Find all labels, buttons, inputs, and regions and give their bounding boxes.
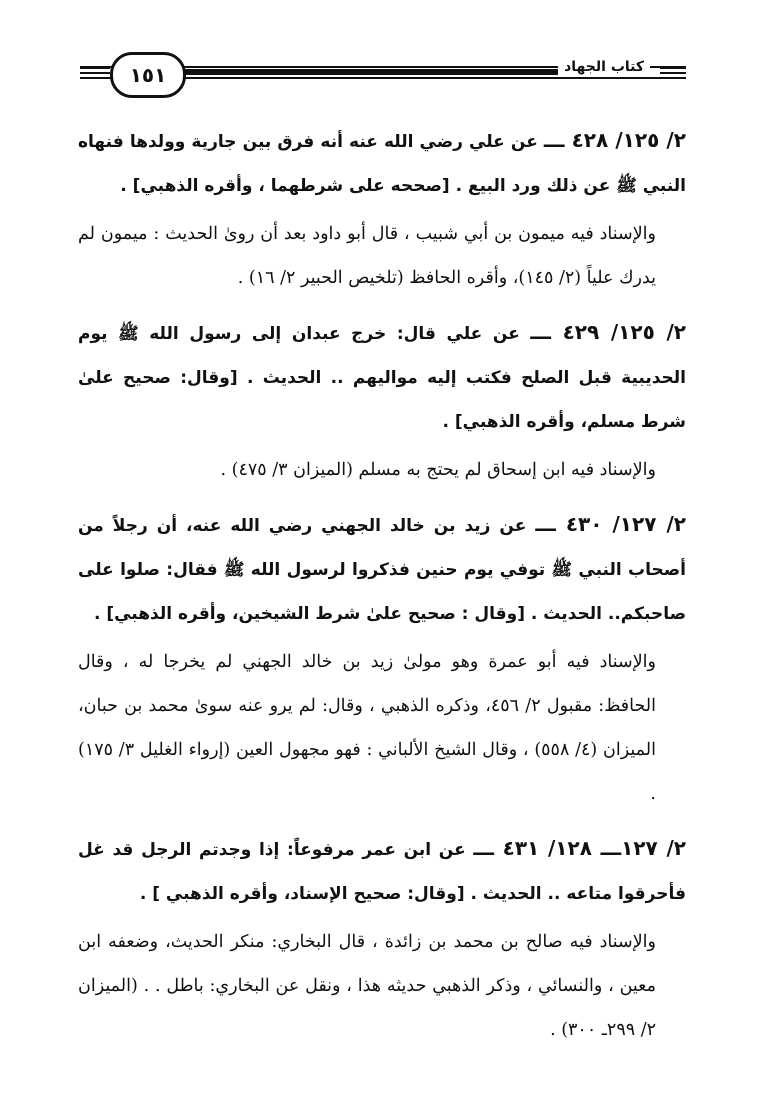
hadith-entry-429 <box>78 310 686 492</box>
hadith-reference: ٢/ ١٢٥/ ٤٢٩ ـــ <box>530 320 686 344</box>
page-body <box>78 118 686 1062</box>
isnad-comment: والإسناد فيه ميمون بن أبي شبيب ، قال أبو داود بعد أن روىٰ الحديث : ميمون لم يدرك علياً (٢/ ١٤٥)، وأقره الحافظ (تلخيص الحبير ٢/ ١٦) . <box>78 224 656 288</box>
page-header <box>80 50 686 96</box>
book-title: كتاب الجهاد <box>558 59 650 75</box>
hadith-text <box>78 118 686 208</box>
isnad-comment: والإسناد فيه صالح بن محمد بن زائدة ، قال البخاري: منكر الحديث، وضعفه ابن معين ، والنسائي ، وذكر الذهبي حديثه هذا ، ونقل عن البخاري: باطل . . (الميزان ٢/ ٢٩٩ـ ٣٠٠) . <box>78 932 656 1040</box>
hadith-entry-431 <box>78 826 686 1052</box>
hadith-reference: ٢/ ١٢٧ـــ ١٢٨/ ٤٣١ ـــ <box>473 836 687 860</box>
hadith-body: عن علي قال: خرج عبدان إلى رسول الله ﷺ يوم الحديبية قبل الصلح فكتب إليه مواليهم .. الحديث . [وقال: صحيح علىٰ شرط مسلم، وأقره الذهبي] . <box>78 324 686 432</box>
header-ornament-right <box>660 67 686 79</box>
hadith-text <box>78 502 686 636</box>
hadith-text <box>78 310 686 444</box>
header-ornament-left <box>80 67 110 79</box>
isnad-comment: والإسناد فيه ابن إسحاق لم يحتج به مسلم (الميزان ٣/ ٤٧٥) . <box>220 460 656 480</box>
hadith-body: عن ابن عمر مرفوعاً: إذا وجدتم الرجل قد غل فأحرقوا متاعه .. الحديث . [وقال: صحيح الإسناد، وأقره الذهبي ] . <box>78 840 686 904</box>
hadith-entry-430 <box>78 502 686 816</box>
hadith-body: عن زيد بن خالد الجهني رضي الله عنه، أن رجلاً من أصحاب النبي ﷺ توفي يوم حنين فذكروا لرسول الله ﷺ فقال: صلوا على صاحبكم.. الحديث . [وقال : صحيح علىٰ شرط الشيخين، وأقره الذهبي] . <box>78 516 686 624</box>
hadith-body: عن علي رضي الله عنه أنه فرق بين جارية وولدها فنهاه النبي ﷺ عن ذلك ورد البيع . [صححه على شرطهما ، وأقره الذهبي] . <box>78 132 686 196</box>
header-rule-thick <box>166 69 594 75</box>
isnad-comment: والإسناد فيه أبو عمرة وهو مولىٰ زيد بن خالد الجهني لم يخرجا له ، وقال الحافظ: مقبول ٢/ ٤٥٦، وذكره الذهبي ، وقال: لم يرو عنه سوىٰ محمد بن حبان، الميزان (٤/ ٥٥٨) ، وقال الشيخ الألباني : فهو مجهول العين (إرواء الغليل ٣/ ١٧٥) . <box>78 652 656 804</box>
hadith-text <box>78 826 686 916</box>
hadith-reference: ٢/ ١٢٧/ ٤٣٠ ـــ <box>535 512 686 536</box>
hadith-entry-428 <box>78 118 686 300</box>
hadith-reference: ٢/ ١٢٥/ ٤٢٨ ـــ <box>543 128 686 152</box>
page-number: ١٥١ <box>110 52 186 98</box>
